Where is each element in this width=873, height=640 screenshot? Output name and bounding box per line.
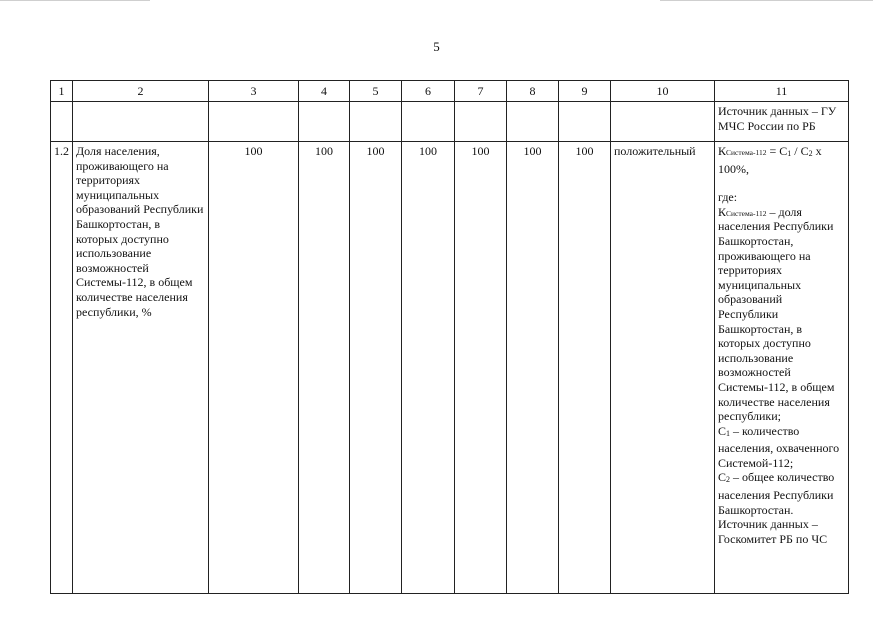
indicator-table bbox=[50, 80, 849, 594]
indicator-row bbox=[51, 142, 849, 594]
k-subscript: Система-112 bbox=[726, 148, 767, 157]
source-row bbox=[51, 102, 849, 142]
c-letter: С bbox=[718, 470, 727, 485]
empty-cell bbox=[299, 102, 350, 142]
value-cell: 100 bbox=[209, 142, 299, 594]
scan-artifact bbox=[0, 0, 150, 1]
empty-cell bbox=[559, 102, 611, 142]
k-definition bbox=[718, 205, 845, 424]
empty-cell bbox=[73, 102, 209, 142]
indicator-name: Доля населения, проживающего на территориях муниципальных образований Республики Башкортостан, в которых доступно использование возможностей Системы-112, в общем количестве населения республики, % bbox=[73, 142, 209, 594]
header-cell: 8 bbox=[507, 81, 559, 102]
header-cell: 3 bbox=[209, 81, 299, 102]
k-subscript: Система-112 bbox=[726, 208, 767, 218]
page-number: 5 bbox=[433, 39, 440, 54]
empty-cell bbox=[51, 102, 73, 142]
k-letter: К bbox=[718, 144, 727, 158]
empty-cell bbox=[611, 102, 715, 142]
formula-tail: х 100%, bbox=[718, 144, 822, 176]
empty-cell bbox=[209, 102, 299, 142]
header-cell: 5 bbox=[350, 81, 402, 102]
c1-subscript: 1 bbox=[787, 149, 792, 158]
value-cell: 100 bbox=[299, 142, 350, 594]
trend-cell: положительный bbox=[611, 142, 715, 594]
header-cell: 1 bbox=[51, 81, 73, 102]
header-cell: 10 bbox=[611, 81, 715, 102]
source-gu-mchs: Источник данных – ГУ МЧС России по РБ bbox=[715, 102, 849, 142]
value-cell: 100 bbox=[559, 142, 611, 594]
k-definition-text: – доля населения Республики Башкортостан, проживающего на территориях муниципальных образований Республики Башкортостан, в которых доступно использование возможностей Системы-112, в общем количестве населения республики; bbox=[718, 204, 835, 424]
empty-cell bbox=[455, 102, 507, 142]
where-label: где: bbox=[718, 190, 738, 205]
empty-cell bbox=[402, 102, 455, 142]
c2-definition-text: – общее количество населения Республики Башкортостан. bbox=[718, 470, 835, 517]
empty-cell bbox=[507, 102, 559, 142]
c1-definition-text: – количество населения, охваченного Системой-112; bbox=[718, 423, 840, 470]
header-row bbox=[51, 81, 849, 102]
source-goskomitet: Источник данных – Госкомитет РБ по ЧС bbox=[718, 517, 828, 546]
formula-cell bbox=[715, 142, 849, 594]
value-cell: 100 bbox=[402, 142, 455, 594]
c2-subscript: 2 bbox=[726, 475, 731, 485]
formula-slash: / С bbox=[791, 144, 809, 158]
header-cell: 2 bbox=[73, 81, 209, 102]
row-number: 1.2 bbox=[51, 142, 73, 594]
value-cell: 100 bbox=[507, 142, 559, 594]
c2-definition bbox=[718, 470, 845, 517]
header-cell: 9 bbox=[559, 81, 611, 102]
value-cell: 100 bbox=[350, 142, 402, 594]
formula-line bbox=[718, 144, 845, 176]
header-cell: 6 bbox=[402, 81, 455, 102]
c-letter: С bbox=[718, 423, 727, 438]
c1-definition bbox=[718, 424, 845, 471]
formula-rhs: = С bbox=[769, 144, 788, 158]
header-cell: 7 bbox=[455, 81, 507, 102]
value-cell: 100 bbox=[455, 142, 507, 594]
empty-cell bbox=[350, 102, 402, 142]
header-cell: 11 bbox=[715, 81, 849, 102]
scan-artifact bbox=[660, 0, 873, 1]
k-letter: К bbox=[718, 204, 727, 219]
header-cell: 4 bbox=[299, 81, 350, 102]
c2-subscript: 2 bbox=[808, 149, 813, 158]
c1-subscript: 1 bbox=[726, 428, 731, 438]
